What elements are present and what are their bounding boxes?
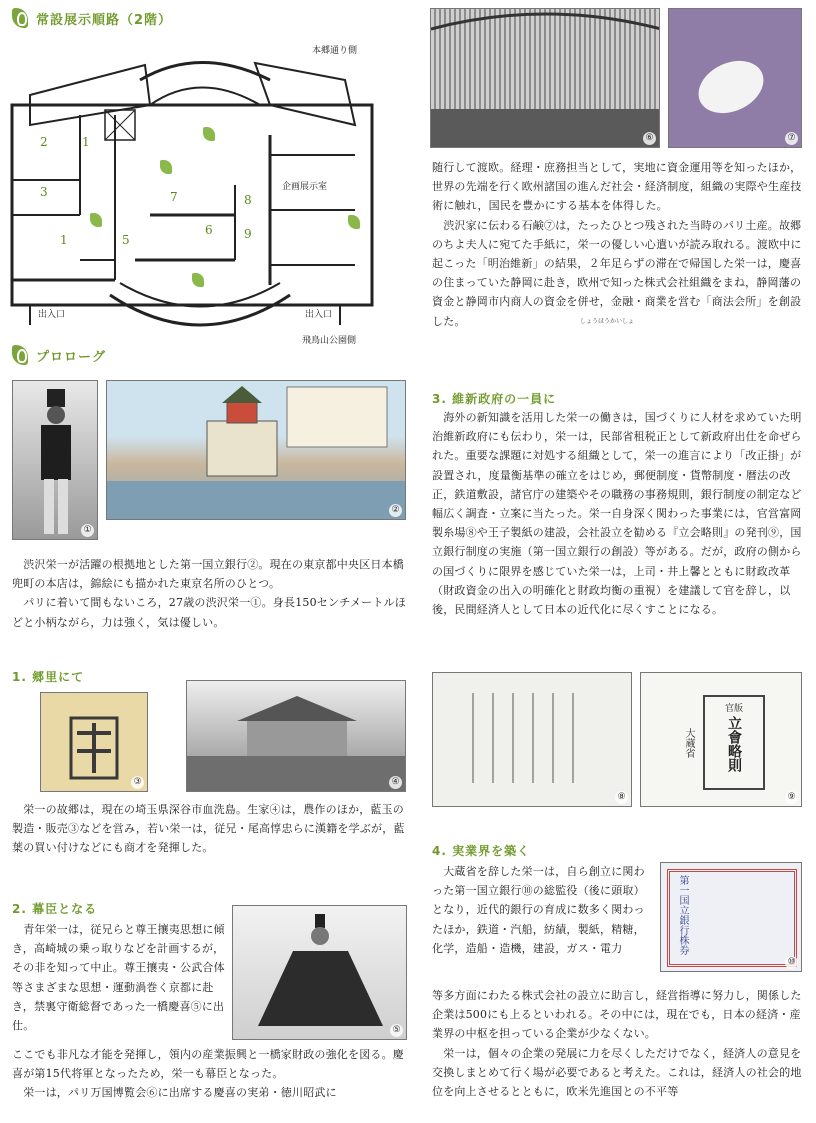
room-2-label: 2 xyxy=(40,135,48,149)
prologue-body: 渋沢栄一が活躍の根拠地とした第一国立銀行②。現在の東京都中央区日本橋兜町の本店は，錦絵にも描かれた東京名所のひとつ。 パリに着いて間もないころ，27歳の渋沢栄一①。身長150センチメートルほどと小柄ながら，力は強く，気は優しい。 xyxy=(12,558,406,629)
section2-title: 2. 幕臣となる xyxy=(12,902,98,916)
soap-icon xyxy=(669,9,802,148)
section1-body: 栄一の故郷は，現在の埼玉県深谷市血洗島。生家④は，農作のほか，藍玉の製造・販売③などを営み，若い栄一は，従兄・尾高惇忠らに漢籍を学ぶが，藍葉の買い付けなどにも商才を発揮した。 xyxy=(12,803,405,855)
floor-plan xyxy=(10,35,410,355)
park-bottom-label: 飛鳥山公園側 xyxy=(302,336,357,346)
special-room-label: 企画展示室 xyxy=(282,182,328,192)
section4-body-narrow: 大蔵省を辞した栄一は，自ら創立に関わった第一国立銀行⑩の総監役（後に頭取）となり，近代的銀行の育成に数多く関わったほか，鉄道・汽船，紡績，製紙，精糖，化学，造船・造機，建設，ガス・電力 xyxy=(432,865,645,955)
room-5-label: 5 xyxy=(122,233,130,247)
floor-plan-title: 常設展示順路（2階） xyxy=(36,12,173,28)
section1-title: 1. 郷里にて xyxy=(12,670,85,684)
tomioka-document xyxy=(432,672,632,807)
route-pin-icon xyxy=(203,127,215,141)
room-1-label: 1 xyxy=(60,233,68,247)
section2-body-wide: ここでも非凡な才能を発揮し，領内の産業振興と一橋家財政の強化を図る。慶喜が第15代将軍となったため，栄一も幕臣となった。 栄一は，パリ万国博覧会⑥に出席する慶喜の実弟・徳川昭武に xyxy=(12,1048,404,1100)
caption-9: ⑨ xyxy=(785,791,798,804)
house-icon xyxy=(187,681,406,792)
exhibition-hall-icon xyxy=(431,9,660,148)
portrait-photo xyxy=(12,380,98,540)
seated-figure-icon xyxy=(233,906,407,1040)
floor-plan-header xyxy=(12,8,172,28)
room-7-label: 7 xyxy=(170,190,178,204)
room-9-label: 9 xyxy=(244,227,252,241)
route-pin-icon xyxy=(192,273,204,287)
caption-7: ⑦ xyxy=(785,132,798,145)
leaf-logo-icon xyxy=(12,8,28,28)
exit-left-label: 出入口 xyxy=(38,310,66,320)
room-8-label: 8 xyxy=(244,193,252,207)
caption-10: ⑩ xyxy=(785,956,798,969)
prologue-title: プロローグ xyxy=(36,349,107,365)
section3-title: 3. 維新政府の一員に xyxy=(432,392,557,406)
floor-plan-drawing xyxy=(10,35,410,355)
bank-stock-certificate xyxy=(660,862,802,972)
section2-body-narrow: 青年栄一は，従兄らと尊王攘夷思想に傾き，高崎城の乗っ取りなどを計画するが，その非を知って中止。尊王攘夷・公武合体等さまざまな思想・運動渦巻く京都に赴き，禁裏守衛総督であった一橋慶喜⑤に出仕。 xyxy=(12,923,225,1033)
caption-1: ① xyxy=(81,524,94,537)
book-side-label: 官版 xyxy=(724,704,743,714)
route-pin-icon xyxy=(348,215,360,229)
rikkai-ryakusoku-book xyxy=(640,672,802,807)
caption-8: ⑧ xyxy=(615,791,628,804)
book-title: 立會略則 xyxy=(726,716,742,772)
room-3-label: 3 xyxy=(40,185,48,199)
paris-expo-engraving xyxy=(430,8,660,148)
shoho-kaisho-ruby: しょうほうかいしょ xyxy=(580,318,635,325)
exit-right-label: 出入口 xyxy=(305,310,333,320)
yoshinobu-portrait xyxy=(232,905,407,1040)
book-author: 大蔵省 xyxy=(683,728,694,758)
section4-title: 4. 実業界を築く xyxy=(432,844,531,858)
room-1a-label: 1 xyxy=(82,135,90,149)
street-top-label: 本郷通り側 xyxy=(312,46,358,56)
document-lines-icon xyxy=(433,673,632,807)
birthplace-photo xyxy=(186,680,406,792)
caption-3: ③ xyxy=(131,776,144,789)
soap-photo xyxy=(668,8,802,148)
indigo-label-image xyxy=(40,692,148,792)
section3-body: 海外の新知識を活用した栄一の働きは，国づくりに人材を求めていた明治維新政府にも伝わり，栄一は，民部省租税正として新政府出仕を命ぜられた。重要な課題に対処する組織として，栄一の進言により「改正掛」が設置され，度量衡基準の確立をはじめ，郵便制度・貨幣制度・暦法の改正，鉄道敷設，諸官庁の建築やその職務の事務規則，銀行制度の制定など幅広く調査・立案に当たった。栄一自身深く関わった事業には，官営富岡製糸場⑧や王子製紙の建設，会社設立を勧める『立会略則』の発刊⑨，国立銀行制度の実施（第一国立銀行の創設）等がある。だが，政府の側からの国づくりに限界を感じていた栄一は，上司・井上馨とともに財政改革（財政資金の出入の明確化と財政均衡の重視）を建議して官を辞し，以後，民間経済人として日本の近代化に尽くすことになる。 xyxy=(432,411,802,617)
certificate-title: 第一国立銀行株券 xyxy=(677,875,688,955)
caption-5: ⑤ xyxy=(390,1024,403,1037)
leaf-logo-icon xyxy=(12,345,28,365)
route-pin-icon xyxy=(90,213,102,227)
caption-2: ② xyxy=(389,504,402,517)
portrait-figure-icon xyxy=(13,381,98,540)
right-top-body: 随行して渡欧。経理・庶務担当として，実地に資金運用等を知ったほか，世界の先端を行く欧州諸国の進んだ社会・経済制度，組織の実際や生産技術に触れ，国民を豊かにする基本を体得した。 渋沢家に伝わる石鹸⑦は，たったひとつ残された当時のパリ土産。故郷のちよ夫人に宛てた手紙に，栄一の優しい心遣いが読み取れる。渡欧中に起こった「明治維新」の結果，２年足らずの滞在で帰国した栄一は，慶喜の住まっていた静岡に赴き，欧州で知った株式会社組織をまね，静岡藩の資金と静岡市内商人の資金を併せ，金融・商業を営む「商法会所」を創設した。 xyxy=(432,161,802,328)
caption-4: ④ xyxy=(389,776,402,789)
room-6-label: 6 xyxy=(205,223,213,237)
prologue-header xyxy=(12,345,106,365)
book-title-frame xyxy=(703,695,765,790)
caption-6: ⑥ xyxy=(643,132,656,145)
route-pin-icon xyxy=(160,160,172,174)
section4-body-wide: 等多方面にわたる株式会社の設立に助言し，経営指導に努力し，関係した企業は500にも上るといわれる。その中には，現在でも，日本の経済・産業界の中枢を担っている企業が少なくない。 栄一は，個々の企業の発展に力を尽くしただけでなく，経済人の意見を交換しまとめて行く場が必要であると考えた。これは，経済人の社会的地位を向上させるとともに，欧米先進国との不平等 xyxy=(432,989,802,1099)
bank-woodblock-print xyxy=(106,380,406,520)
bank-building-icon xyxy=(107,381,406,520)
